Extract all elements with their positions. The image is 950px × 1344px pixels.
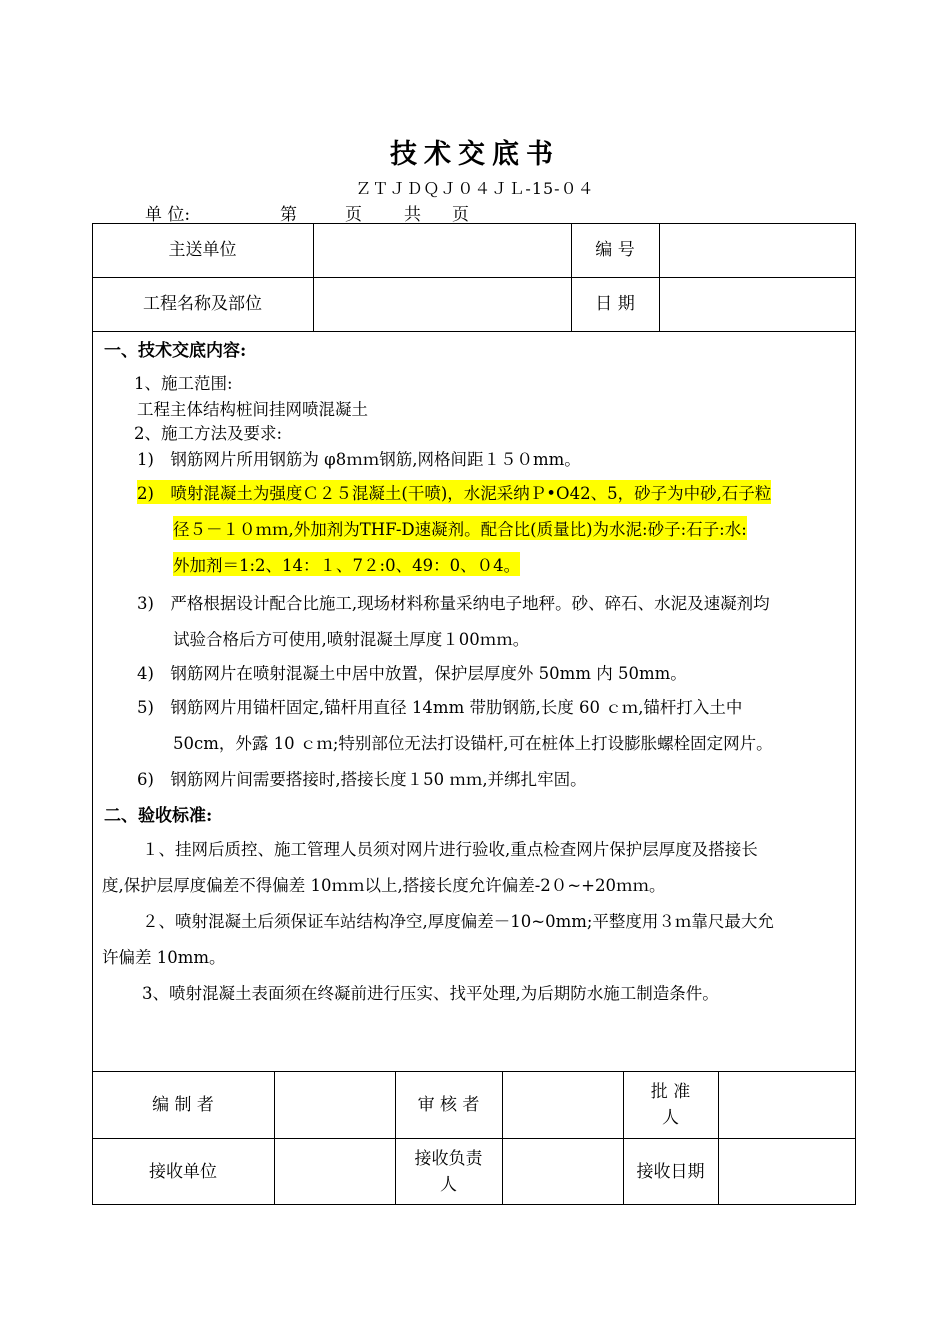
- section1-heading: 一、技术交底内容:: [104, 341, 247, 361]
- grid-line: [92, 331, 856, 332]
- reviewer-field[interactable]: [503, 1071, 623, 1138]
- method-item-2-line1: 2) 喷射混凝土为强度Ｃ２５混凝土(干喷)，水泥采纳Ｐ•O42、5，砂子为中砂,石子粒: [137, 480, 771, 504]
- method-item-3-line1: 3) 严格根据设计配合比施工,现场材料称量采纳电子地秤。砂、碎石、水泥及速凝剂均: [137, 594, 770, 613]
- section2-heading: 二、验收标准:: [104, 806, 213, 826]
- number-label: 编 号: [595, 240, 635, 260]
- acceptance-2-line1: ２、喷射混凝土后须保证车站结构净空,厚度偏差－10~0mm;平整度用３ｍ靠尺最大允: [142, 912, 774, 931]
- main-unit-field[interactable]: [314, 223, 571, 277]
- scope-title: 1、施工范围:: [134, 374, 233, 393]
- receiver-person-field[interactable]: [503, 1138, 623, 1205]
- method-item-4: 4) 钢筋网片在喷射混凝土中居中放置，保护层厚度外 50mm 内 50mm。: [137, 664, 687, 683]
- method-title: 2、施工方法及要求:: [134, 424, 283, 443]
- project-field[interactable]: [314, 277, 571, 331]
- approver-label: 批 准 人: [650, 1081, 691, 1128]
- method-item-5-line1: 5) 钢筋网片用锚杆固定,锚杆用直径 14mm 带肋钢筋,长度 60 ｃｍ,锚杆打入土中: [137, 698, 743, 717]
- project-label: 工程名称及部位: [143, 294, 262, 314]
- acceptance-1-line2: 度,保护层厚度偏差不得偏差 10ｍｍ以上,搭接长度允许偏差-2０~+20ｍｍ。: [102, 876, 666, 895]
- acceptance-3: 3、喷射混凝土表面须在终凝前进行压实、找平处理,为后期防水施工制造条件。: [142, 984, 719, 1003]
- method-item-1: 1) 钢筋网片所用钢筋为 φ8ｍｍ钢筋,网格间距１５０mm。: [137, 450, 581, 469]
- page-unit-label: 页: [345, 205, 362, 225]
- method-item-6: 6) 钢筋网片间需要搭接时,搭接长度１50 ｍｍ,并绑扎牢固。: [137, 770, 587, 789]
- date-label: 日 期: [595, 294, 635, 314]
- compiler-field[interactable]: [275, 1071, 395, 1138]
- receiver-unit-label: 接收单位: [149, 1161, 217, 1182]
- method-item-3-line2: 试验合格后方可使用,喷射混凝土厚度１00ｍｍ。: [173, 630, 530, 649]
- scope-text: 工程主体结构桩间挂网喷混凝土: [137, 400, 368, 419]
- document-title: 技术交底书: [390, 139, 560, 170]
- method-item-2-line3: 外加剂＝1:2、14：１、7２:0、49：0、０4。: [173, 552, 520, 576]
- page-label: 第: [280, 205, 297, 225]
- receiver-unit-field[interactable]: [275, 1138, 395, 1205]
- main-unit-label: 主送单位: [168, 240, 237, 260]
- method-item-5-line2: 50cm，外露 10 ｃｍ;特别部位无法打设锚杆,可在桩体上打设膨胀螺栓固定网片。: [173, 734, 773, 753]
- reviewer-label: 审 核 者: [417, 1094, 480, 1115]
- unit-label: 单 位:: [145, 205, 191, 225]
- acceptance-2-line2: 许偏差 10mm。: [102, 948, 226, 967]
- compiler-label: 编 制 者: [152, 1094, 214, 1115]
- number-field[interactable]: [660, 223, 856, 277]
- receiver-person-label: 接收负责 人: [414, 1148, 483, 1195]
- total-label: 共: [404, 205, 421, 225]
- date-field[interactable]: [660, 277, 856, 331]
- method-item-2-line2: 径５－１０ｍｍ,外加剂为THF-D速凝剂。配合比(质量比)为水泥:砂子:石子:水:: [173, 516, 747, 540]
- acceptance-1-line1: １、挂网后质控、施工管理人员须对网片进行验收,重点检查网片保护层厚度及搭接长: [142, 840, 758, 859]
- total-unit-label: 页: [452, 205, 469, 225]
- approver-field[interactable]: [719, 1071, 856, 1138]
- receive-date-label: 接收日期: [636, 1161, 705, 1182]
- receive-date-field[interactable]: [719, 1138, 856, 1205]
- document-code: ＺＴＪＤＱＪ０４ＪＬ-15-０４: [355, 179, 595, 198]
